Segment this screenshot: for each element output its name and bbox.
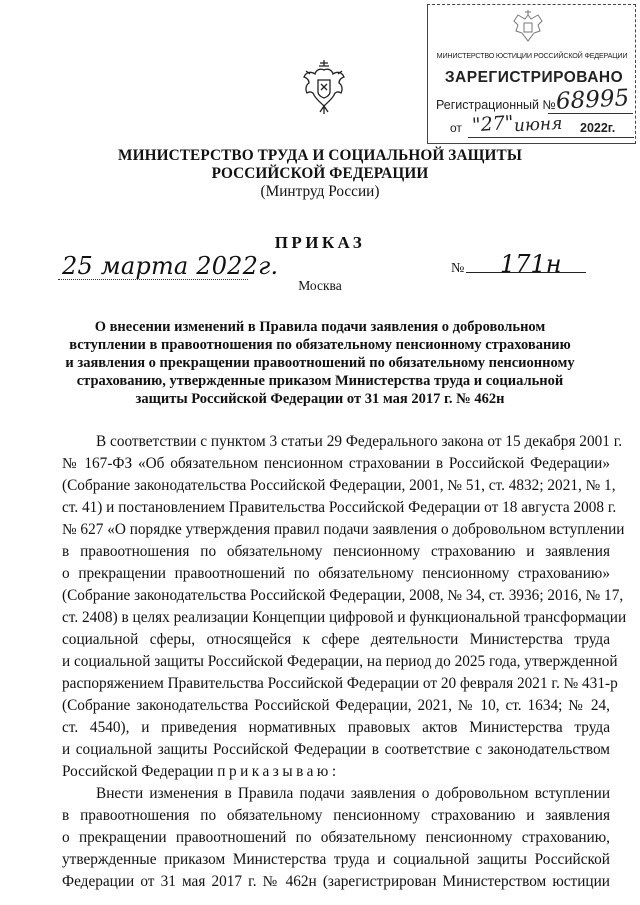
ministry-name-line-1: МИНИСТЕРСТВО ТРУДА И СОЦИАЛЬНОЙ ЗАЩИТЫ [118, 147, 522, 164]
body-line-prikazyvayu [62, 763, 610, 781]
body-line: В соответствии с пунктом 3 статьи 29 Федерального закона от 15 декабря 2001 г. [96, 433, 623, 450]
body-line: ст. 2408) в целях реализации Концепции цифровой и функциональной трансформации [62, 609, 627, 626]
body-line-prefix: Российской Федерации [62, 763, 214, 780]
ministry-short-name: (Минтруд России) [260, 183, 380, 200]
order-date: 25 марта 2022г. [62, 252, 279, 280]
body-line: № 167-ФЗ «Об обязательном пенсионном страховании в Российской Федерации» [62, 455, 610, 472]
body-line: социальной сферы, относящейся к сфере деятельности Министерства труда [62, 631, 610, 648]
body-line: Внести изменения в Правила подачи заявления о добровольном вступлении [96, 785, 610, 802]
coat-of-arms-icon [508, 9, 548, 45]
ministry-name-line-2: РОССИЙСКОЙ ФЕДЕРАЦИИ [211, 165, 429, 182]
stamp-date-year: 2022г. [580, 121, 616, 135]
body-line: о прекращении правоотношений по обязательному пенсионному страхованию» [62, 565, 610, 582]
body-line: ст. 41) и постановлением Правительства Российской Федерации от 18 августа 2008 г. [62, 499, 617, 516]
stamp-date-underline [468, 137, 634, 138]
body-line: о прекращении правоотношений по обязательному пенсионному страхованию, [62, 829, 610, 846]
order-city: Москва [298, 278, 342, 293]
title-line: О внесении изменений в Правила подачи заявления о добровольном [94, 319, 546, 335]
body-line: и социальной защиты Российской Федерации, на период до 2025 года, утвержденной [62, 653, 618, 670]
body-line: ст. 4540), и приведения нормативных правовых актов Министерства труда [62, 719, 610, 736]
registration-stamp [427, 4, 636, 144]
stamp-date-day: "27" [471, 111, 515, 137]
stamp-date-month: июня [513, 113, 563, 137]
order-number-label: № [451, 261, 465, 276]
body-line: распоряжением Правительства Российской Федерации от 20 февраля 2021 г. № 431-р [62, 675, 618, 692]
stamp-ministry-name: МИНИСТЕРСТВО ЮСТИЦИИ РОССИЙСКОЙ ФЕДЕРАЦИИ [436, 51, 628, 60]
body-line: (Собрание законодательства Российской Федерации, 2001, № 51, ст. 4832; 2021, № 1, [62, 477, 616, 494]
stamp-reg-number: 68995 [555, 85, 630, 115]
stamp-registered-label: ЗАРЕГИСТРИРОВАНО [444, 69, 624, 86]
title-line: страхованию, утвержденные приказом Министерства труда и социальной [76, 373, 564, 389]
double-headed-eagle-icon [300, 58, 348, 118]
body-line: и социальной защиты Российской Федерации в соответствие с законодательством [62, 741, 610, 758]
title-line: и заявления о прекращении правоотношений по обязательному пенсионному [65, 355, 575, 371]
title-line: вступлении в правоотношения по обязательному пенсионному страхованию [69, 337, 571, 353]
body-line: в правоотношения по обязательному пенсионному страхованию и заявления [62, 807, 610, 824]
order-command-word: приказываю: [217, 763, 340, 780]
body-line: (Собрание законодательства Российской Федерации, 2008, № 34, ст. 3936; 2016, № 17, [62, 587, 624, 604]
title-line: защиты Российской Федерации от 31 мая 2017 г. № 462н [135, 391, 505, 407]
body-line: утвержденные приказом Министерства труда и социальной защиты Российской [62, 851, 610, 868]
stamp-reg-number-label: Регистрационный № [436, 98, 556, 112]
order-number: 171н [500, 250, 562, 278]
body-line: № 627 «О порядке утверждения правил подачи заявления о добровольном вступлении [62, 521, 625, 538]
body-line: в правоотношения по обязательному пенсионному страхованию и заявления [62, 543, 610, 560]
order-type-heading: ПРИКАЗ [274, 233, 366, 252]
body-line: Федерации от 31 мая 2017 г. № 462н (зарегистрирован Министерством юстиции [62, 873, 610, 890]
stamp-date-prefix: от [450, 121, 462, 135]
body-line: (Собрание законодательства Российской Федерации, 2021, № 10, ст. 1634; № 24, [62, 697, 610, 714]
